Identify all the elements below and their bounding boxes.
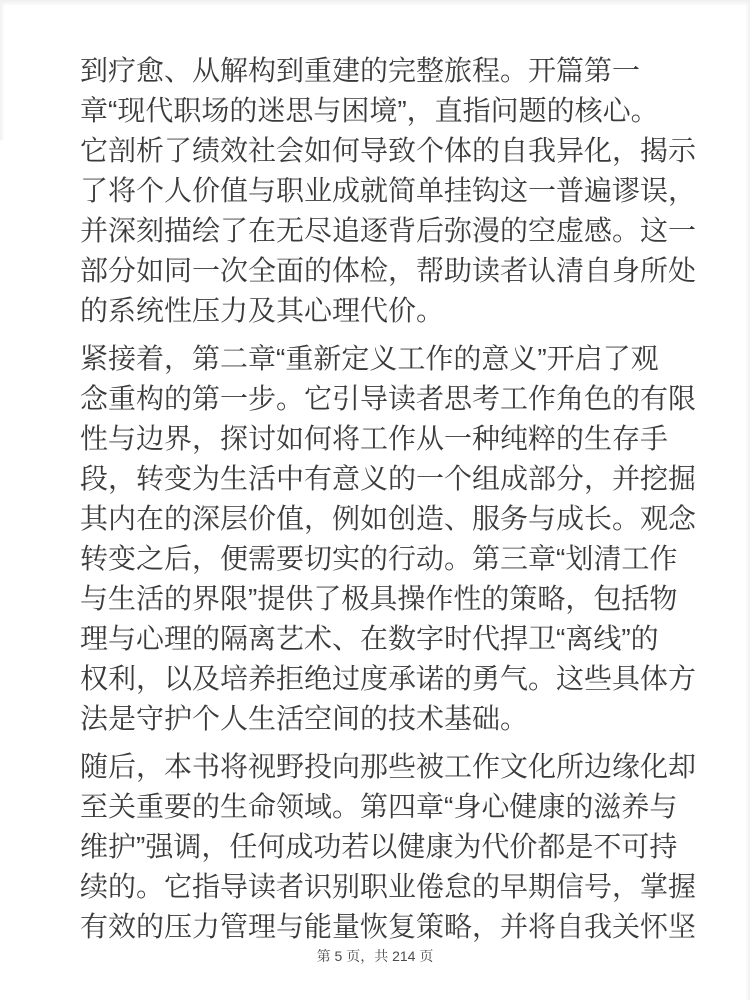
text-line: 的系统性压力及其心理代价。 [80,295,445,326]
text-line: 至关重要的生命领域。第四章“身心健康的滋养与 [80,791,678,822]
text-line: 其内在的深层价值，例如创造、服务与成长。观念 [80,503,697,534]
page-edge-shading-left [0,0,5,140]
text-line: 紧接着，第二章“重新定义工作的意义”开启了观 [80,343,659,374]
text-line: 章“现代职场的迷思与困境”，直指问题的核心。 [80,95,659,126]
text-line: 部分如同一次全面的体检，帮助读者认清自身所处 [80,255,697,286]
text-line: 法是守护个人生活空间的技术基础。 [80,703,529,734]
text-line: 了将个人价值与职业成就简单挂钩这一普遍谬误， [80,175,697,206]
paragraph [80,747,697,947]
paragraph [80,51,697,331]
page-edge-shading-top [0,0,750,6]
text-line: 性与边界，探讨如何将工作从一种纯粹的生存手 [80,423,669,454]
document-body-text [80,51,697,955]
text-line: 维护”强调，任何成功若以健康为代价都是不可持 [80,831,678,862]
text-line: 随后，本书将视野投向那些被工作文化所边缘化却 [80,751,697,782]
text-line: 它剖析了绩效社会如何导致个体的自我异化，揭示 [80,135,697,166]
text-line: 并深刻描绘了在无尽追逐背后弥漫的空虚感。这一 [80,215,697,246]
text-line: 段，转变为生活中有意义的一个组成部分，并挖掘 [80,463,697,494]
page-number-footer: 第 5 页，共 214 页 [316,948,434,964]
text-line: 转变之后，便需要切实的行动。第三章“划清工作 [80,543,678,574]
paragraph [80,339,697,739]
text-line: 有效的压力管理与能量恢复策略，并将自我关怀坚 [80,911,697,942]
page-edge-shading-right [745,0,750,1000]
text-line: 到疗愈、从解构到重建的完整旅程。开篇第一 [80,55,641,86]
text-line: 念重构的第一步。它引导读者思考工作角色的有限 [80,383,697,414]
text-line: 理与心理的隔离艺术、在数字时代捍卫“离线”的 [80,623,659,654]
text-line: 与生活的界限”提供了极具操作性的策略，包括物 [80,583,678,614]
text-line: 续的。它指导读者识别职业倦怠的早期信号，掌握 [80,871,697,902]
text-line: 权利，以及培养拒绝过度承诺的勇气。这些具体方 [80,663,697,694]
